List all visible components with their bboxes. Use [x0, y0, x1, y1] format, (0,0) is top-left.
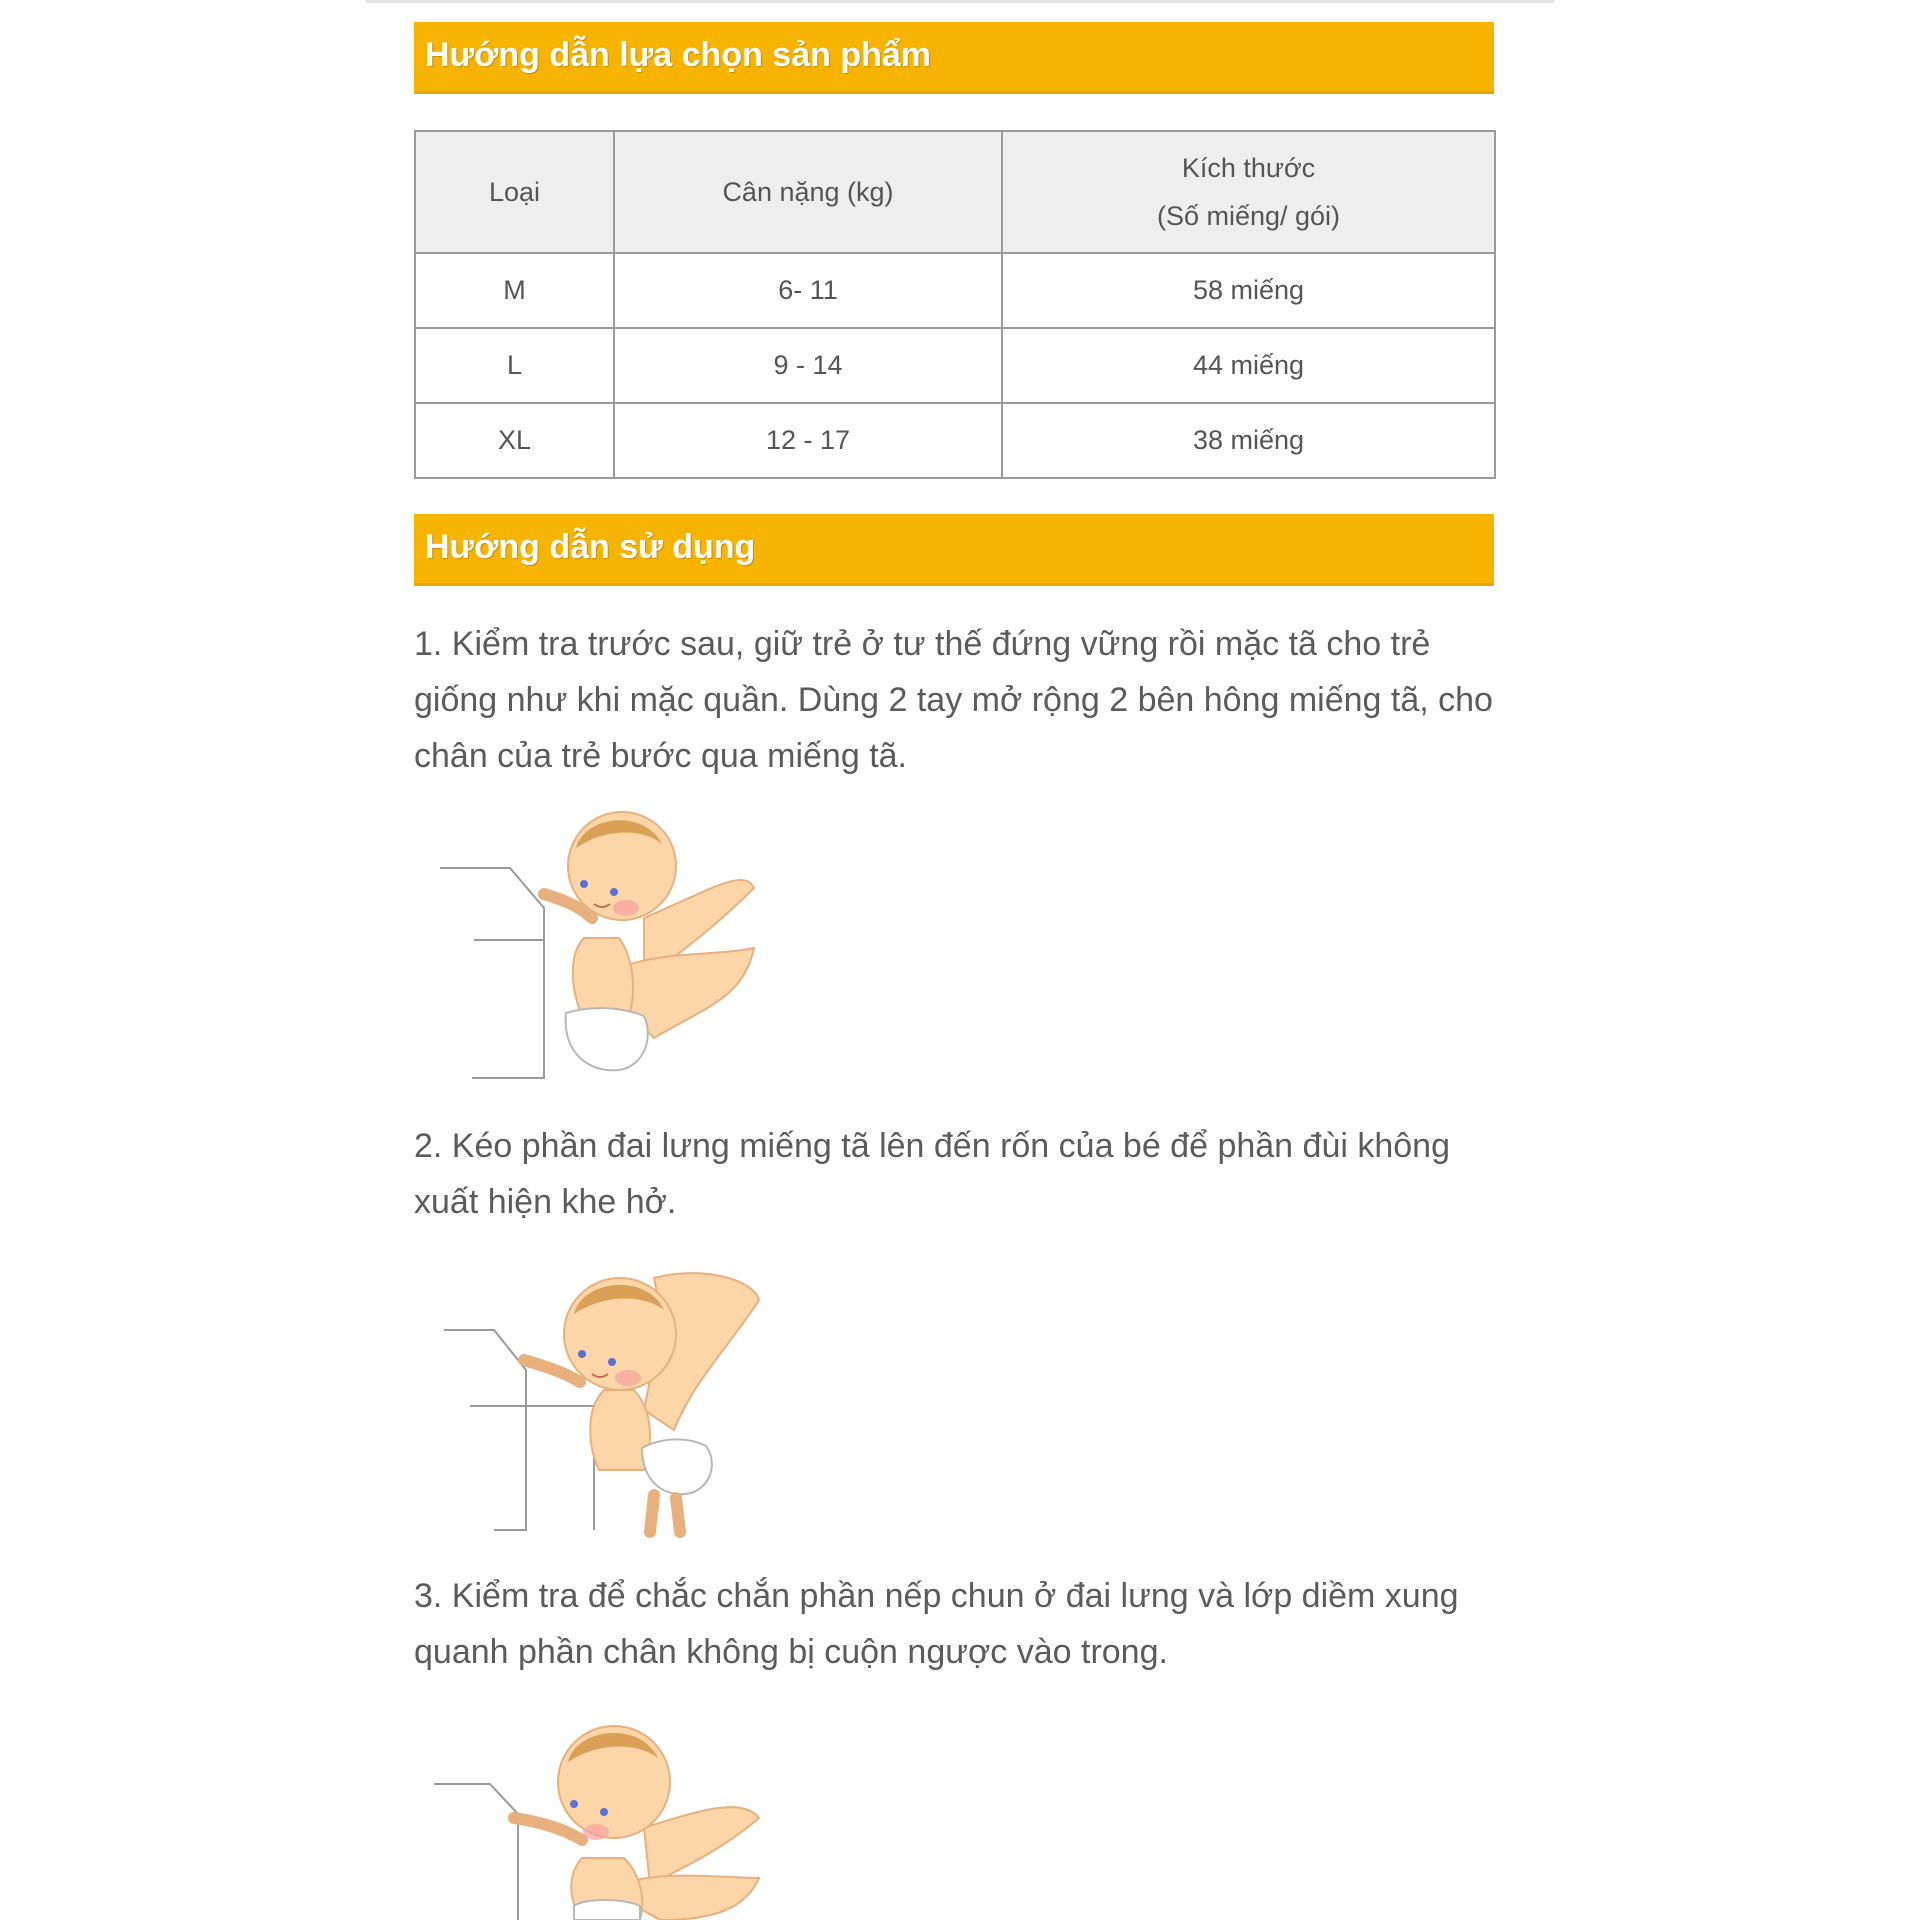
section-title: Hướng dẫn lựa chọn sản phẩm: [425, 36, 932, 74]
top-divider: [366, 0, 1554, 3]
cell-weight: 12 - 17: [614, 403, 1002, 478]
header-size-line1: Kích thước: [1181, 153, 1316, 183]
table-row: [415, 253, 1495, 328]
step-2-illustration: [414, 1260, 794, 1540]
cell-count: 44 miếng: [1002, 328, 1495, 403]
cell-weight: 6- 11: [614, 253, 1002, 328]
header-size-line2: (Số miếng/ gói): [1156, 201, 1341, 231]
header-weight: Cân nặng (kg): [614, 131, 1002, 253]
table-header-row: [415, 131, 1495, 253]
header-type: Loại: [415, 131, 614, 253]
section-header-usage: [414, 514, 1494, 586]
section-title: Hướng dẫn sử dụng: [425, 528, 756, 566]
step-1-text: 1. Kiểm tra trước sau, giữ trẻ ở tư thế đứng vững rồi mặc tã cho trẻ giống như khi mặc quần. Dùng 2 tay mở rộng 2 bên hông miếng tã, cho chân của trẻ bước qua miếng tã.: [414, 625, 1493, 775]
size-table: [414, 130, 1496, 479]
step-3-text: 3. Kiểm tra để chắc chắn phần nếp chun ở đai lưng và lớp diềm xung quanh phần chân không bị cuộn ngược vào trong.: [414, 1577, 1459, 1671]
cell-weight: 9 - 14: [614, 328, 1002, 403]
cell-type: XL: [415, 403, 614, 478]
step-3-illustration: [414, 1708, 794, 1920]
section-header-selection: [414, 22, 1494, 94]
cell-count: 38 miếng: [1002, 403, 1495, 478]
cell-type: M: [415, 253, 614, 328]
cell-type: L: [415, 328, 614, 403]
table-row: [415, 328, 1495, 403]
cell-count: 58 miếng: [1002, 253, 1495, 328]
table-row: [415, 403, 1495, 478]
step-1-illustration: [414, 808, 794, 1088]
header-size: [1002, 131, 1495, 253]
step-2-text: 2. Kéo phần đai lưng miếng tã lên đến rốn của bé để phần đùi không xuất hiện khe hở.: [414, 1127, 1450, 1221]
